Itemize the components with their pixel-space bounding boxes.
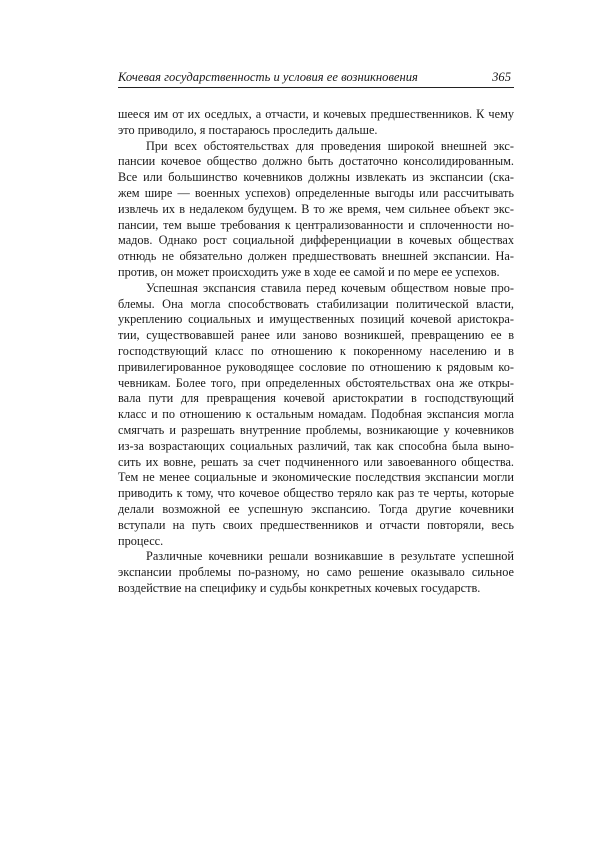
text-line: чевникам. Более того, при определенных обстоятельствах она же откры- — [118, 375, 514, 390]
body-text — [118, 107, 514, 597]
text-line: отнюдь не обязательно должен предшествовать внешней экспансии. На- — [118, 249, 514, 264]
text-line: господствующий класс по отношению к покоренному населению и в — [118, 343, 514, 358]
text-line: приводить к тому, что кочевое общество теряло как раз те черты, которые — [118, 486, 514, 501]
text-line: шееся им от их оседлых, а отчасти, и кочевых предшественников. К чему — [118, 107, 514, 121]
text-line: из-за возрастающих социальных различий, так как способна была выно- — [118, 438, 514, 453]
chapter-title: Кочевая государственность и условия ее возникновения — [118, 70, 418, 84]
text-line: воздействие на специфику и судьбы конкретных кочевых государств. — [118, 580, 481, 595]
running-head — [118, 69, 514, 88]
page-number: 365 — [492, 70, 511, 84]
text-line: извлечь их в недалеком будущем. В то же время, чем сильнее объект экс- — [118, 201, 514, 216]
text-line: блемы. Она могла способствовать стабилизации политической власти, — [118, 296, 514, 311]
text-line: против, он может происходить уже в ходе ее самой и по мере ее успехов. — [118, 264, 500, 279]
text-line: экспансии проблемы по-разному, но само решение оказывало сильное — [118, 565, 514, 580]
text-line: Различные кочевники решали возникавшие в результате успешной — [146, 549, 514, 564]
text-line: сить их вовне, решать за счет подчиненного или завоеванного общества. — [118, 454, 514, 469]
text-line: Успешная экспансия ставила перед кочевым обществом новые про- — [146, 280, 514, 295]
text-line: процесс. — [118, 533, 164, 548]
text-line: Тем не менее социальные и экономические последствия экспансии могли — [118, 470, 514, 485]
text-line: При всех обстоятельствах для проведения широкой внешней экс- — [146, 138, 514, 153]
text-line: пансии, тем выше требования к централизованности и сплоченности но- — [118, 217, 514, 232]
text-line: жем шире — военных успехов) определенные выгоды или рассчитывать — [118, 185, 514, 200]
text-line: класс и по отношению к остальным номадам. Подобная экспансия могла — [118, 407, 514, 422]
text-line: мадов. Однако рост социальной дифференциации в кочевых обществах — [118, 233, 514, 248]
text-line: тии, существовавшей ранее или заново возникшей, превращению ее в — [118, 328, 514, 343]
text-line: это приводило, я постараюсь проследить дальше. — [118, 122, 378, 137]
text-line: укреплению социальных и имущественных позиций кочевой аристокра- — [118, 312, 514, 327]
text-line: Все или большинство кочевников должны извлекать из экспансии (ска- — [118, 170, 514, 185]
text-line: делали возможной ее успешную экспансию. Тогда другие кочевники — [118, 501, 514, 516]
text-line: вступали на путь своих предшественников и отчасти повторяли, весь — [118, 517, 514, 532]
text-line: смягчать и разрешать внутренние проблемы, возникающие у кочевников — [118, 422, 514, 437]
text-line: привилегированное руководящее сословие по отношению к рядовым ко- — [118, 359, 514, 374]
text-line: пансии кочевое общество должно быть достаточно консолидированным. — [118, 154, 514, 169]
text-line: вала пути для превращения кочевой аристократии в господствующий — [118, 391, 514, 406]
